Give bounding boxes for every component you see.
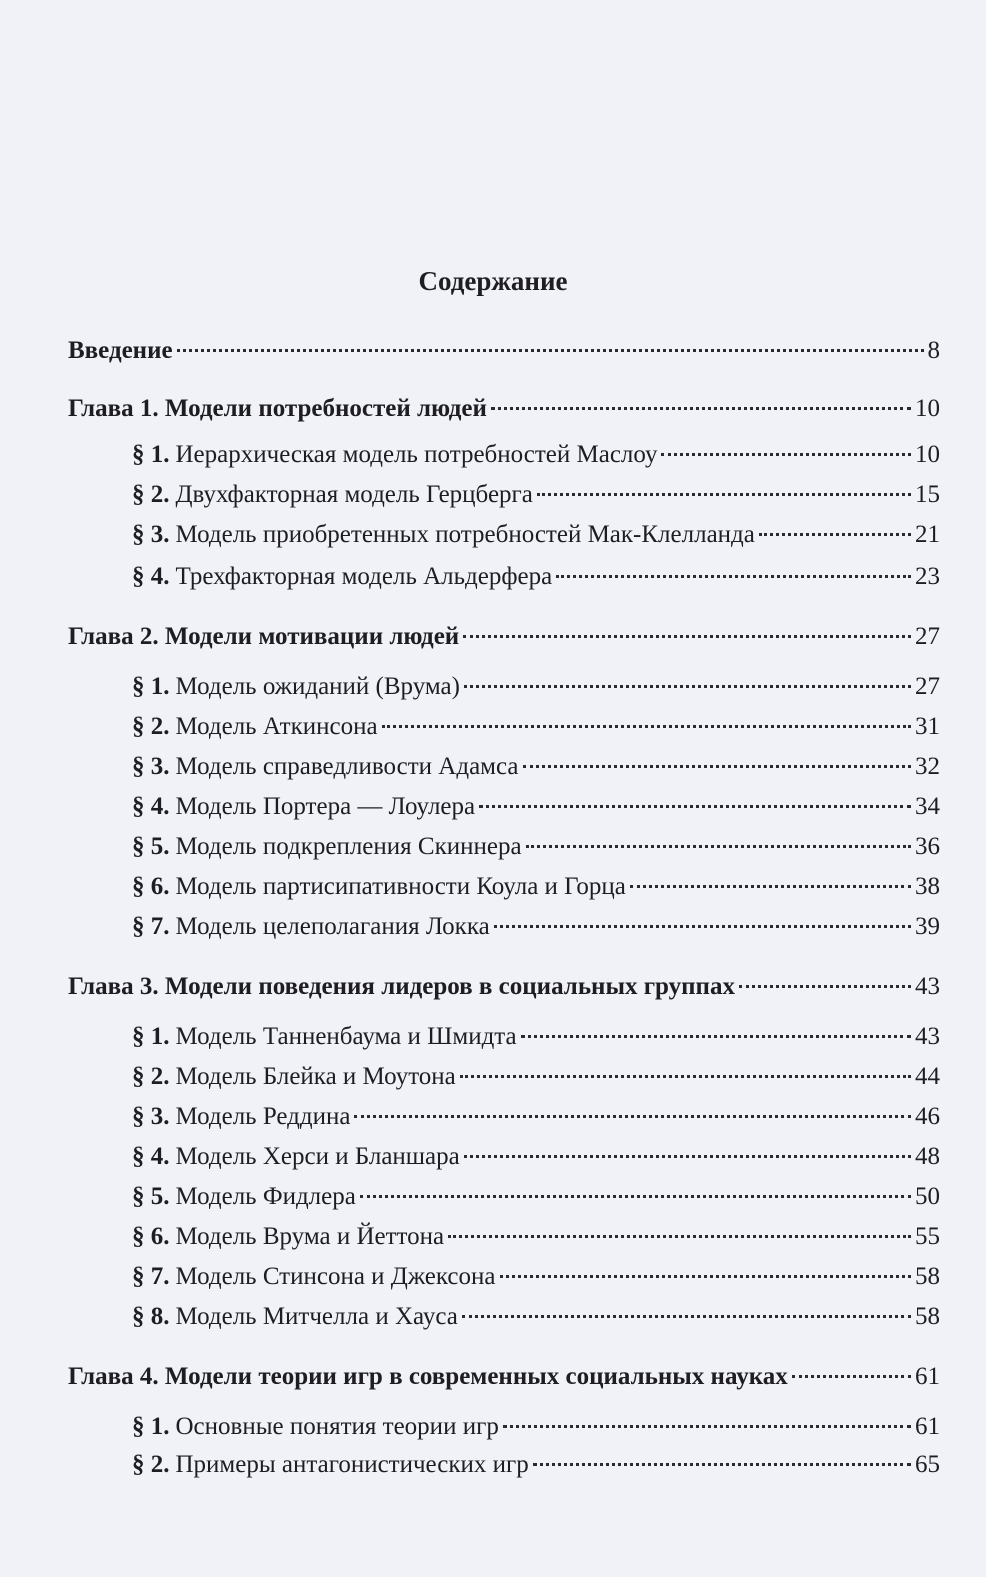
- toc-section-entry: [132, 1222, 940, 1252]
- page-number: 46: [915, 1103, 940, 1130]
- page-number: 58: [915, 1263, 940, 1290]
- section-number: § 2.: [132, 1451, 170, 1478]
- dot-leader: [526, 845, 911, 848]
- toc-chapter-entry: [68, 394, 940, 424]
- page-number: 15: [915, 481, 940, 508]
- entry-title: Модель целеполагания Локка: [175, 913, 490, 940]
- entry-title: Модель Херси и Бланшара: [175, 1143, 460, 1170]
- section-number: § 2.: [132, 1063, 170, 1090]
- dot-leader: [464, 1155, 911, 1158]
- dot-leader: [523, 765, 912, 768]
- dot-leader: [521, 1035, 911, 1038]
- toc-section-entry: [132, 912, 940, 942]
- entry-title: Модель ожиданий (Врума): [175, 673, 460, 700]
- entry-title: Модель Врума и Йеттона: [175, 1223, 445, 1250]
- section-number: § 3.: [132, 521, 170, 548]
- entry-title: Основные понятия теории игр: [175, 1413, 499, 1440]
- page-number: 32: [915, 753, 940, 780]
- section-number: § 2.: [132, 713, 170, 740]
- entry-title: Модель подкрепления Скиннера: [175, 833, 522, 860]
- toc-chapter-entry: [68, 972, 940, 1002]
- dot-leader: [491, 407, 911, 410]
- page-number: 48: [915, 1143, 940, 1170]
- toc-section-entry: [132, 1262, 940, 1292]
- page-number: 50: [915, 1183, 940, 1210]
- section-number: § 4.: [132, 793, 170, 820]
- entry-title: Введение: [68, 337, 173, 364]
- toc-section-entry: [132, 1022, 940, 1052]
- page-number: 58: [915, 1303, 940, 1330]
- toc-section-entry: [132, 752, 940, 782]
- section-number: § 1.: [132, 1413, 170, 1440]
- dot-leader: [556, 575, 911, 578]
- page-number: 65: [915, 1451, 940, 1478]
- dot-leader: [792, 1375, 911, 1378]
- entry-title: Двухфакторная модель Герцберга: [175, 481, 533, 508]
- dot-leader: [354, 1115, 911, 1118]
- section-number: § 1.: [132, 673, 170, 700]
- dot-leader: [460, 1075, 911, 1078]
- toc-section-entry: [132, 1102, 940, 1132]
- section-number: § 2.: [132, 481, 170, 508]
- toc-chapter-entry: [68, 336, 940, 366]
- dot-leader: [759, 533, 911, 536]
- page-number: 55: [915, 1223, 940, 1250]
- dot-leader: [494, 925, 911, 928]
- entry-title: Модель приобретенных потребностей Мак-Клелланда: [175, 521, 755, 548]
- toc-chapter-entry: [68, 622, 940, 652]
- page-number: 31: [915, 713, 940, 740]
- page-number: 27: [915, 673, 940, 700]
- section-number: § 7.: [132, 1263, 170, 1290]
- dot-leader: [177, 349, 924, 352]
- entry-title: Трехфакторная модель Альдерфера: [175, 563, 553, 590]
- toc-section-entry: [132, 440, 940, 470]
- dot-leader: [630, 885, 911, 888]
- dot-leader: [462, 1315, 911, 1318]
- page-title: Содержание: [418, 266, 568, 296]
- toc-section-entry: [132, 1062, 940, 1092]
- dot-leader: [503, 1425, 911, 1428]
- page-number: 10: [915, 441, 940, 468]
- dot-leader: [739, 985, 911, 988]
- entry-title: Модель Стинсона и Джексона: [175, 1263, 496, 1290]
- section-number: § 8.: [132, 1303, 170, 1330]
- section-number: § 6.: [132, 1223, 170, 1250]
- section-number: § 5.: [132, 833, 170, 860]
- entry-title: Модель Фидлера: [175, 1183, 356, 1210]
- dot-leader: [360, 1195, 911, 1198]
- entry-title: Иерархическая модель потребностей Маслоу: [175, 441, 658, 468]
- dot-leader: [500, 1275, 912, 1278]
- page-number: 43: [915, 973, 940, 1000]
- entry-title: Глава 1. Модели потребностей людей: [68, 395, 487, 422]
- section-number: § 5.: [132, 1183, 170, 1210]
- entry-title: Модель справедливости Адамса: [175, 753, 519, 780]
- dot-leader: [479, 805, 911, 808]
- section-number: § 4.: [132, 563, 170, 590]
- toc-section-entry: [132, 520, 940, 550]
- section-number: § 6.: [132, 873, 170, 900]
- page-number: 43: [915, 1023, 940, 1050]
- toc-section-entry: [132, 1450, 940, 1480]
- entry-title: Глава 4. Модели теории игр в современных социальных науках: [68, 1363, 788, 1390]
- toc-section-entry: [132, 832, 940, 862]
- page-number: 38: [915, 873, 940, 900]
- entry-title: Модель Танненбаума и Шмидта: [175, 1023, 517, 1050]
- toc-section-entry: [132, 792, 940, 822]
- section-number: § 1.: [132, 1023, 170, 1050]
- toc-section-entry: [132, 1182, 940, 1212]
- page-number: 23: [915, 563, 940, 590]
- entry-title: Модель Митчелла и Хауса: [175, 1303, 458, 1330]
- section-number: § 3.: [132, 1103, 170, 1130]
- dot-leader: [448, 1235, 911, 1238]
- page-number: 8: [927, 337, 940, 364]
- toc-section-entry: [132, 672, 940, 702]
- toc-section-entry: [132, 1142, 940, 1172]
- page-number: 34: [915, 793, 940, 820]
- entry-title: Модель Портера — Лоулера: [175, 793, 476, 820]
- dot-leader: [533, 1463, 911, 1466]
- toc-section-entry: [132, 712, 940, 742]
- dot-leader: [382, 725, 911, 728]
- toc-section-entry: [132, 1302, 940, 1332]
- dot-leader: [463, 635, 911, 638]
- page-number: 61: [915, 1413, 940, 1440]
- page-number: 39: [915, 913, 940, 940]
- toc-section-entry: [132, 480, 940, 510]
- section-number: § 3.: [132, 753, 170, 780]
- section-number: § 1.: [132, 441, 170, 468]
- page-number: 10: [915, 395, 940, 422]
- page-number: 21: [915, 521, 940, 548]
- section-number: § 4.: [132, 1143, 170, 1170]
- page-number: 44: [915, 1063, 940, 1090]
- entry-title: Модель Реддина: [175, 1103, 351, 1130]
- dot-leader: [537, 493, 911, 496]
- page-number: 36: [915, 833, 940, 860]
- toc-section-entry: [132, 562, 940, 592]
- entry-title: Глава 2. Модели мотивации людей: [68, 623, 460, 650]
- page-number: 27: [915, 623, 940, 650]
- entry-title: Модель Блейка и Моутона: [175, 1063, 456, 1090]
- section-number: § 7.: [132, 913, 170, 940]
- entry-title: Глава 3. Модели поведения лидеров в социальных группах: [68, 973, 735, 1000]
- page-number: 61: [915, 1363, 940, 1390]
- toc-chapter-entry: [68, 1362, 940, 1392]
- toc-section-entry: [132, 872, 940, 902]
- dot-leader: [464, 685, 911, 688]
- toc-section-entry: [132, 1412, 940, 1442]
- entry-title: Модель партисипативности Коула и Горца: [175, 873, 626, 900]
- entry-title: Модель Аткинсона: [175, 713, 378, 740]
- entry-title: Примеры антагонистических игр: [175, 1451, 529, 1478]
- dot-leader: [661, 453, 911, 456]
